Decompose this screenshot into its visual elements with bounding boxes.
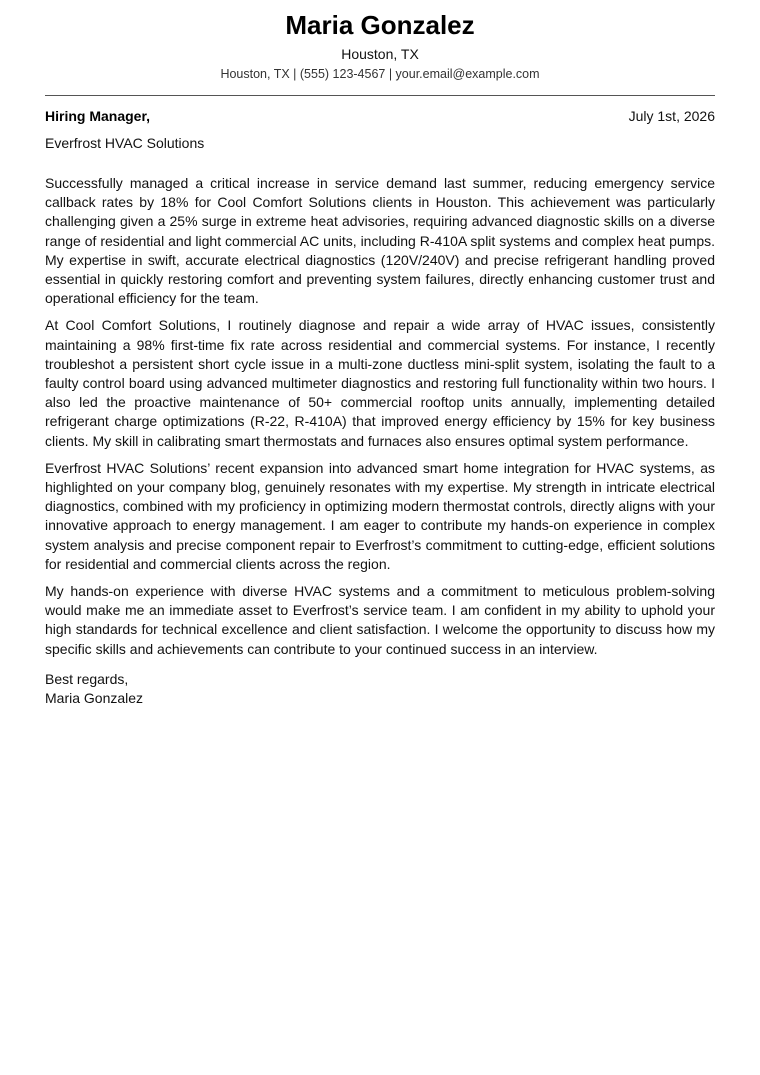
header-divider xyxy=(45,95,715,96)
recipient-row xyxy=(45,107,715,125)
body-paragraph: My hands-on experience with diverse HVAC systems and a commitment to meticulous problem-solving would make me an immediate asset to Everfrost’s service team. I am confident in my ability to uphold your high standards for technical excellence and client satisfaction. I welcome the opportunity to discuss how my specific skills and achievements can contribute to your continued success in an interview. xyxy=(45,583,715,657)
greeting: Hiring Manager, xyxy=(45,108,151,124)
body-paragraph: At Cool Comfort Solutions, I routinely diagnose and repair a wide array of HVAC issues, consistently maintaining a 98% first-time fix rate across residential and commercial systems. For instance, I recently troubleshot a persistent short cycle issue in a multi-zone ductless mini-split system, isolating the fault to a faulty control board using advanced multimeter diagnostics and restoring full functionality within two hours. I also led the proactive maintenance of 50+ commercial rooftop units annually, implementing detailed refrigerant charge optimizations (R-22, R-410A) that improved energy efficiency by 15% for key business clients. My skill in calibrating smart thermostats and furnaces also ensures optimal system performance. xyxy=(45,317,715,449)
contact-line: Houston, TX | (555) 123-4567 | your.email@example.com xyxy=(220,67,540,81)
applicant-location: Houston, TX xyxy=(341,46,419,62)
body-paragraph: Successfully managed a critical increase in service demand last summer, reducing emergency service callback rates by 18% for Cool Comfort Solutions clients in Houston. This achievement was particularly challenging given a 25% surge in extreme heat advisories, requiring advanced diagnostic skills on a diverse range of residential and light commercial AC units, including R-410A split systems and complex heat pumps. My expertise in swift, accurate electrical diagnostics (120V/240V) and precise refrigerant handling proved essential in quickly restoring comfort and preventing system failures, directly enhancing customer trust and operational efficiency for the team. xyxy=(45,175,715,307)
letter-date: July 1st, 2026 xyxy=(628,108,715,124)
letter-body xyxy=(45,174,715,659)
recipient-company: Everfrost HVAC Solutions xyxy=(45,135,205,151)
applicant-name: Maria Gonzalez xyxy=(285,10,475,40)
signature-name: Maria Gonzalez xyxy=(45,690,144,707)
sign-off: Best regards, xyxy=(45,670,129,687)
body-paragraph: Everfrost HVAC Solutions’ recent expansion into advanced smart home integration for HVAC systems, as highlighted on your company blog, genuinely resonates with my expertise. My strength in intricate electrical diagnostics, combined with my proficiency in optimizing modern thermostat controls, directly aligns with your innovative approach to energy management. I am eager to contribute my hands-on experience in complex system analysis and precise component repair to Everfrost’s commitment to cutting-edge, efficient solutions for residential and commercial clients across the region. xyxy=(45,459,715,572)
letter-closing xyxy=(45,670,715,709)
